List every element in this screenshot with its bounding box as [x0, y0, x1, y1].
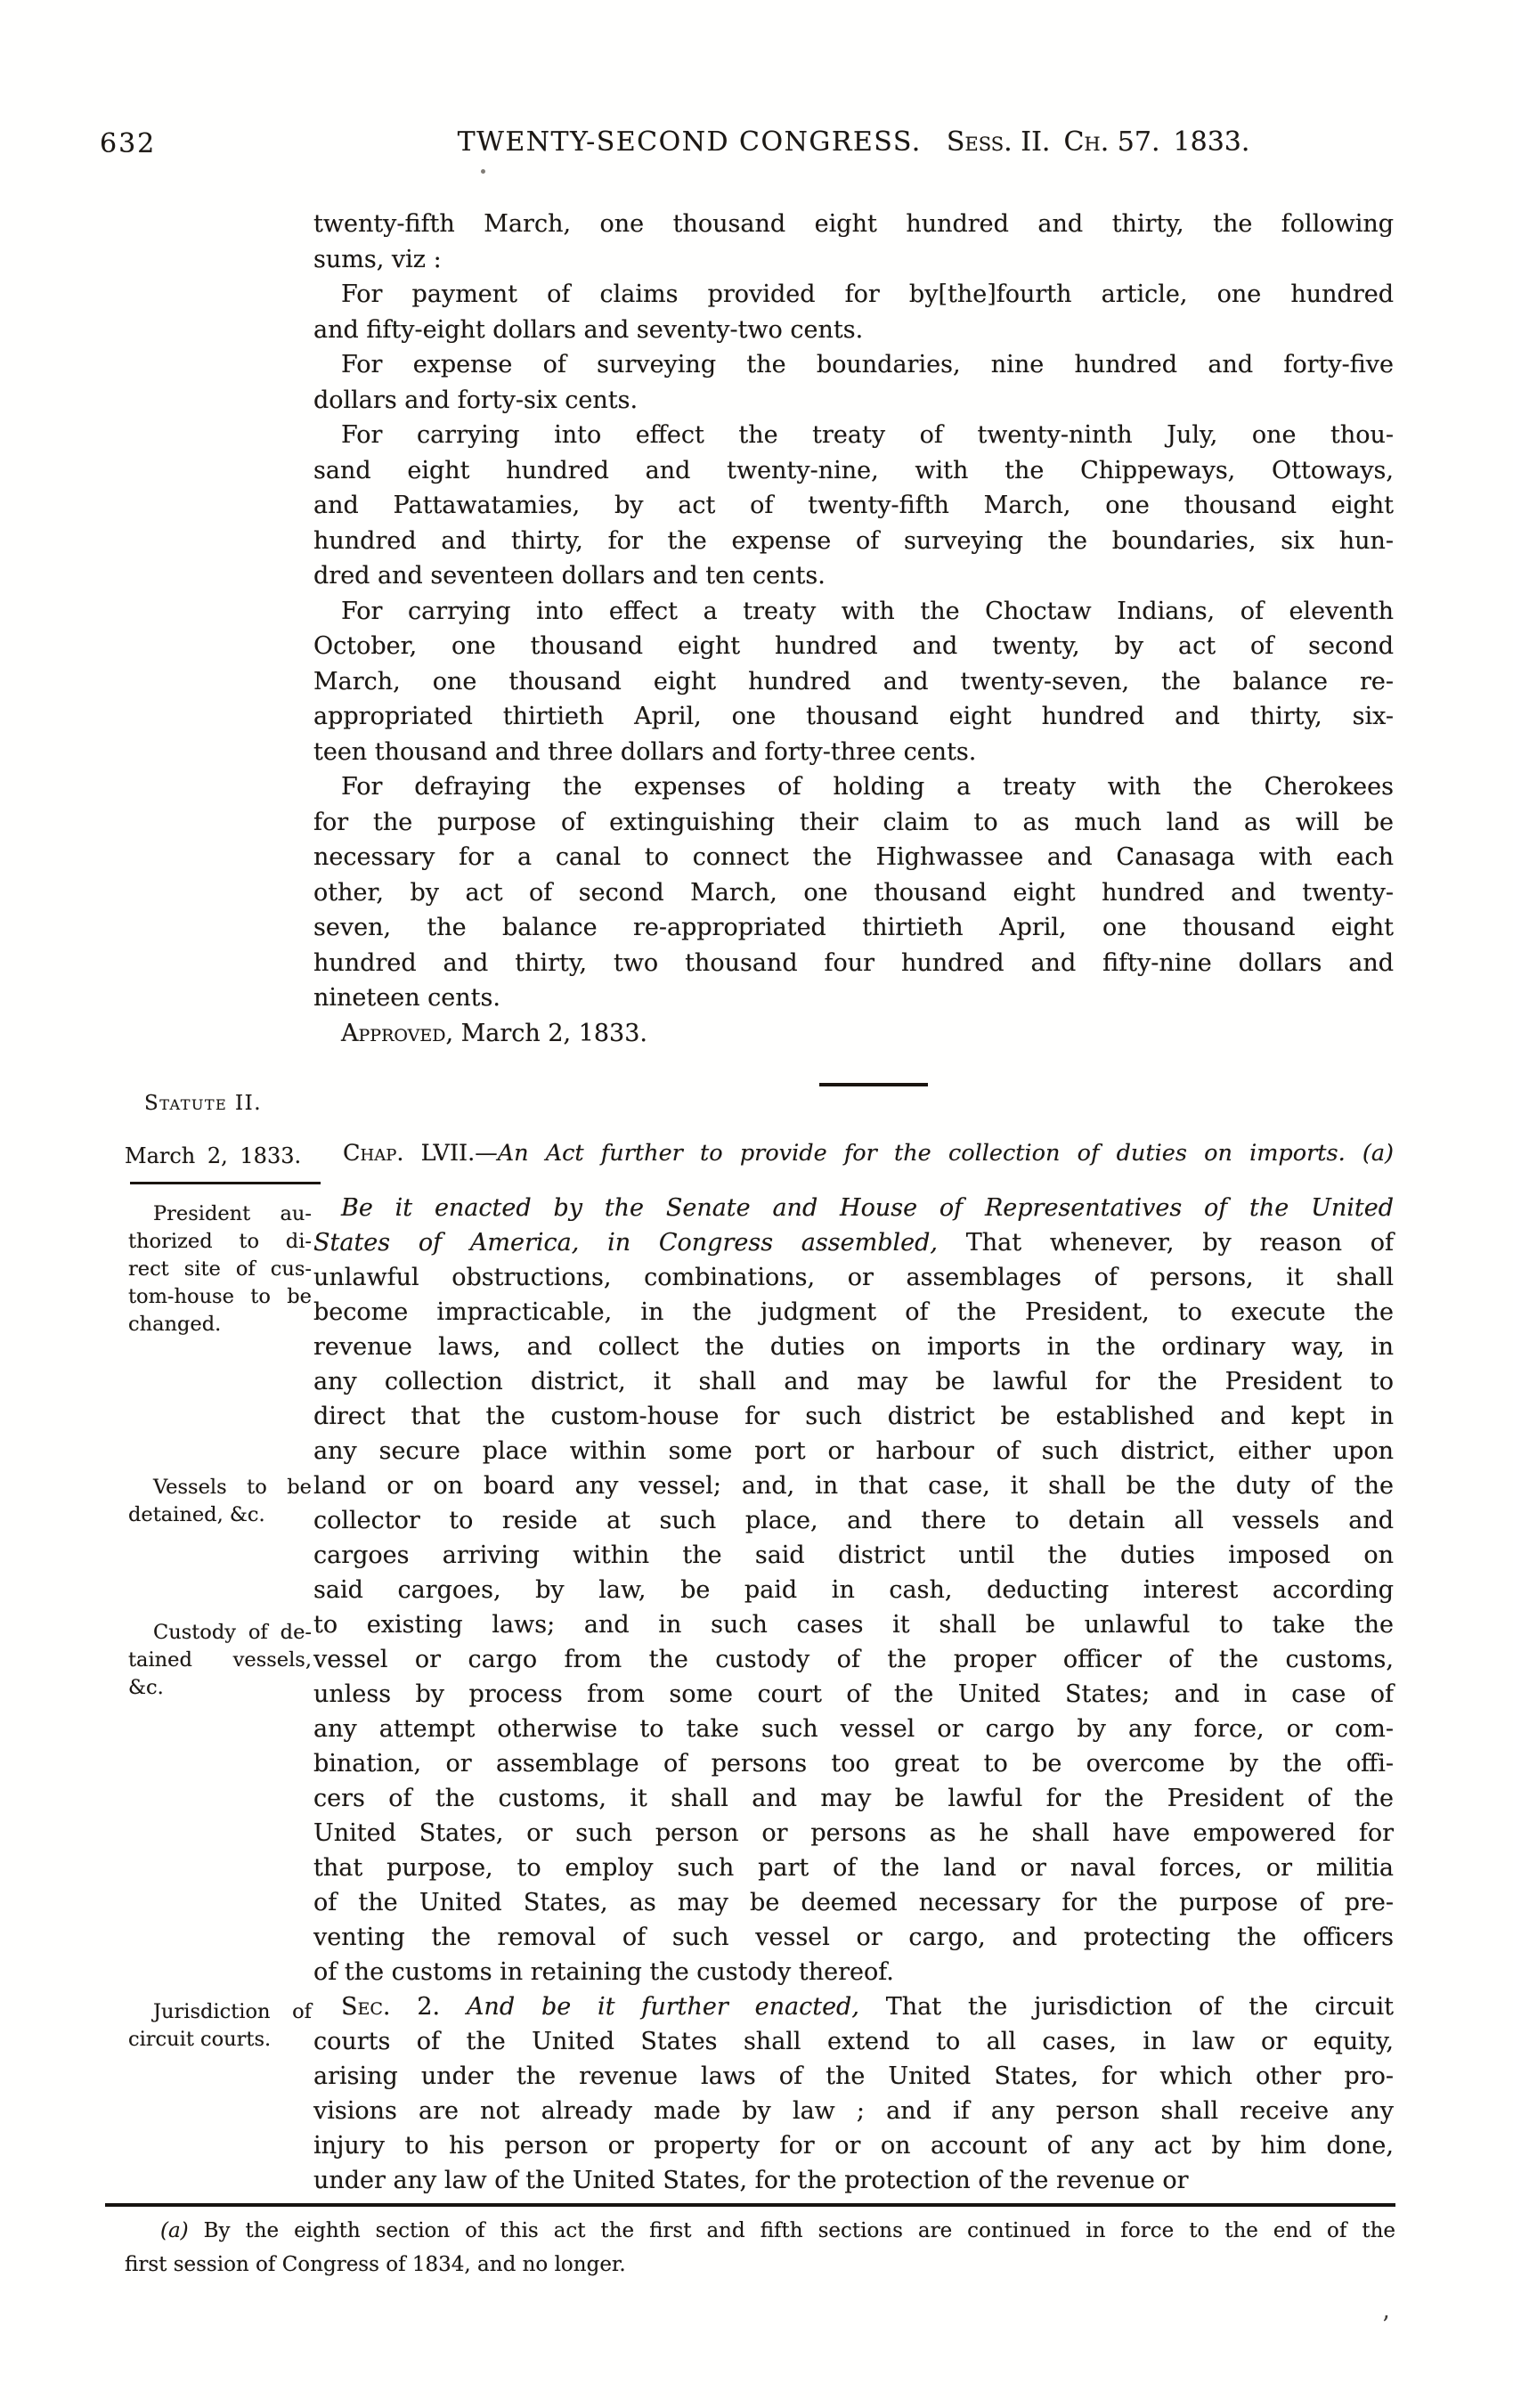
- text-line: cers of the customs, it shall and may be lawful for the President of the: [313, 1785, 1394, 1812]
- text-line: Vessels to be: [153, 1476, 312, 1499]
- margin-date-underline: [130, 1182, 321, 1184]
- statute-body-act: [313, 1191, 1394, 2198]
- text-line: twenty-fifth March, one thousand eight hundred and thirty, the following: [313, 210, 1394, 238]
- text-line: Approved, March 2, 1833.: [341, 1019, 647, 1047]
- text-line: Chap. LVII.—An Act further to provide for the collection of duties on imports. (a): [343, 1140, 1394, 1167]
- text-line: States of America, in Congress assembled, That whenever, by reason of: [313, 1229, 1394, 1257]
- running-header: [313, 126, 1394, 158]
- page-number: 632: [100, 128, 157, 159]
- text-line: to existing laws; and in such cases it shall be unlawful to take the: [313, 1611, 1394, 1639]
- scan-speck: [481, 169, 485, 174]
- text-line: appropriated thirtieth April, one thousand eight hundred and thirty, six-: [313, 703, 1394, 730]
- margin-note-vessels: [128, 1474, 312, 1529]
- text-line: any collection district, it shall and may be lawful for the President to: [313, 1368, 1394, 1395]
- margin-date: March 2, 1833.: [125, 1143, 302, 1168]
- text-line: For defraying the expenses of holding a treaty with the Cherokees: [341, 773, 1394, 801]
- text-line: hundred and thirty, for the expense of surveying the boundaries, six hun-: [313, 526, 1394, 555]
- text-line: become impracticable, in the judgment of the President, to execute the: [313, 1298, 1394, 1326]
- text-line: rect site of cus-: [128, 1257, 312, 1281]
- scan-artifact-mark: ’: [1382, 2312, 1390, 2339]
- text-line: sand eight hundred and twenty-nine, with the Chippeways, Ottoways,: [313, 456, 1394, 484]
- text-line: of the United States, as may be deemed necessary for the purpose of pre-: [313, 1889, 1394, 1916]
- text-line: hundred and thirty, two thousand four hundred and fifty-nine dollars and: [313, 948, 1394, 977]
- statute-body-appropriations: [313, 207, 1394, 1051]
- text-line: changed.: [128, 1313, 222, 1336]
- text-line: land or on board any vessel; and, in that case, it shall be the duty of the: [313, 1472, 1394, 1500]
- header-session: Sess. II.: [946, 126, 1051, 158]
- text-line: For payment of claims provided for by[the]fourth article, one hundred: [341, 281, 1394, 308]
- text-line: visions are not already made by law ; and if any person shall receive any: [313, 2097, 1394, 2125]
- text-line: courts of the United States shall extend to all cases, in law or equity,: [313, 2028, 1394, 2055]
- text-line: Sec. 2. And be it further enacted, That the jurisdiction of the circuit: [341, 1993, 1394, 2021]
- text-line: President au-: [153, 1202, 312, 1225]
- text-line: nineteen cents.: [313, 984, 500, 1012]
- text-line: dred and seventeen dollars and ten cents.: [313, 562, 826, 590]
- section-divider-rule: [819, 1083, 928, 1086]
- text-line: tom-house to be: [128, 1285, 312, 1308]
- act-heading: [313, 1140, 1394, 1167]
- text-line: and fifty-eight dollars and seventy-two cents.: [313, 315, 864, 344]
- text-line: Be it enacted by the Senate and House of Representatives of the United: [341, 1194, 1394, 1222]
- footnote-rule: [105, 2203, 1395, 2207]
- text-line: teen thousand and three dollars and forty-three cents.: [313, 737, 977, 766]
- text-line: arising under the revenue laws of the United States, for which other pro-: [313, 2062, 1394, 2090]
- text-line: March, one thousand eight hundred and twenty-seven, the balance re-: [313, 667, 1394, 696]
- margin-note-custody: [128, 1619, 312, 1702]
- text-line: For carrying into effect a treaty with the Choctaw Indians, of eleventh: [341, 597, 1394, 625]
- text-line: detained, &c.: [128, 1503, 265, 1526]
- text-line: sums, viz :: [313, 245, 442, 273]
- text-line: unlawful obstructions, combinations, or assemblages of persons, it shall: [313, 1264, 1394, 1291]
- header-chapter: Ch. 57.: [1063, 126, 1160, 158]
- text-line: injury to his person or property for or on account of any act by him done,: [313, 2132, 1394, 2160]
- text-line: For expense of surveying the boundaries, nine hundred and forty-five: [341, 351, 1394, 378]
- text-line: Custody of de-: [153, 1621, 312, 1644]
- text-line: circuit courts.: [128, 2028, 272, 2051]
- footnote: [125, 2214, 1395, 2282]
- text-line: For carrying into effect the treaty of twenty-ninth July, one thou-: [341, 421, 1394, 449]
- margin-note-president: [128, 1200, 312, 1338]
- text-line: direct that the custom-house for such district be established and kept in: [313, 1403, 1394, 1430]
- text-line: under any law of the United States, for the protection of the revenue or: [313, 2167, 1189, 2194]
- text-line: United States, or such person or persons as he shall have empowered for: [313, 1819, 1394, 1847]
- text-line: for the purpose of extinguishing their claim to as much land as will be: [313, 808, 1394, 836]
- text-line: any attempt otherwise to take such vessel or cargo by any force, or com-: [313, 1715, 1394, 1743]
- margin-note-jurisdiction: [128, 1998, 312, 2054]
- text-line: dollars and forty-six cents.: [313, 386, 639, 414]
- text-line: of the customs in retaining the custody thereof.: [313, 1958, 894, 1986]
- text-line: (a) By the eighth section of this act the first and fifth sections are continued in force to the end of the: [160, 2219, 1395, 2242]
- text-line: Jurisdiction of: [153, 2000, 312, 2023]
- text-line: tained vessels,: [128, 1648, 312, 1672]
- text-line: revenue laws, and collect the duties on imports in the ordinary way, in: [313, 1333, 1394, 1361]
- text-line: first session of Congress of 1834, and no longer.: [125, 2253, 626, 2276]
- text-line: necessary for a canal to connect the Highwassee and Canasaga with each: [313, 843, 1394, 871]
- text-line: other, by act of second March, one thousand eight hundred and twenty-: [313, 878, 1394, 907]
- text-line: any secure place within some port or harbour of such district, either upon: [313, 1437, 1394, 1465]
- header-year: 1833.: [1173, 126, 1250, 158]
- text-line: said cargoes, by law, be paid in cash, deducting interest according: [313, 1576, 1394, 1604]
- text-line: unless by process from some court of the United States; and in case of: [313, 1680, 1394, 1708]
- text-line: that purpose, to employ such part of the land or naval forces, or militia: [313, 1854, 1394, 1882]
- text-line: &c.: [128, 1676, 164, 1699]
- text-line: seven, the balance re-appropriated thirtieth April, one thousand eight: [313, 914, 1394, 941]
- header-congress: TWENTY-SECOND CONGRESS.: [457, 126, 922, 158]
- text-line: and Pattawatamies, by act of twenty-fifth March, one thousand eight: [313, 492, 1394, 519]
- text-line: thorized to di-: [128, 1230, 312, 1253]
- text-line: vessel or cargo from the custody of the proper officer of the customs,: [313, 1646, 1394, 1673]
- statute-label: Statute II.: [144, 1092, 263, 1115]
- text-line: cargoes arriving within the said district until the duties imposed on: [313, 1542, 1394, 1569]
- text-line: October, one thousand eight hundred and twenty, by act of second: [313, 632, 1394, 660]
- text-line: bination, or assemblage of persons too great to be overcome by the offi-: [313, 1750, 1394, 1778]
- text-line: venting the removal of such vessel or cargo, and protecting the officers: [313, 1924, 1394, 1951]
- text-line: collector to reside at such place, and there to detain all vessels and: [313, 1507, 1394, 1534]
